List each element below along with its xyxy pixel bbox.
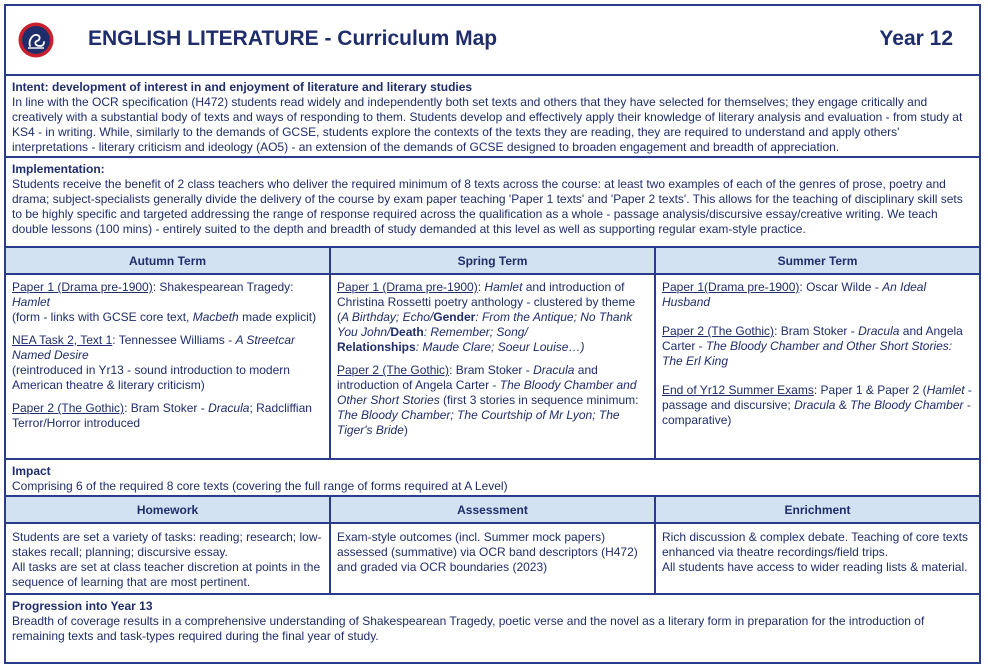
page-header — [6, 6, 979, 76]
summer-term-cell — [656, 275, 979, 458]
homework-line-1: Students are set a variety of tasks: reading; research; low-stakes recall; planning; discursive essay. — [12, 530, 322, 559]
spring-term-heading: Spring Term — [331, 248, 656, 275]
progression-section — [6, 595, 979, 654]
page-title: ENGLISH LITERATURE - Curriculum Map — [88, 27, 498, 50]
impact-heading: Impact — [12, 464, 51, 478]
summer-paper1: Paper 1(Drama pre-1900): Oscar Wilde - An Ideal Husband — [662, 280, 927, 309]
intent-heading: Intent: development of interest in and enjoyment of literature and literary studies — [12, 80, 473, 94]
year-label: Year 12 — [879, 27, 953, 50]
school-crest-icon — [18, 22, 54, 58]
spring-paper1: Paper 1 (Drama pre-1900): Hamlet and introduction of Christina Rossetti poetry anthology - clustered by theme (A Birthday; Echo/Gender: From the Antique; No Thank You John/Death: Remember; Song/ Relationships: Maude Clare; Soeur Louise…) — [337, 280, 636, 354]
autumn-term-heading: Autumn Term — [6, 248, 331, 275]
intent-body: In line with the OCR specification (H472) students read widely and independently both set texts and others that they have selected for themselves; they engage critically and creatively with a substantial body of texts and ways of responding to them. Students develop and effectively apply their knowledge of literary analysis and evaluation - from study at KS4 - in writing. While, similarly to the demands of GCSE, students explore the contexts of the texts they are reading, they are required to understand and apply others' interpretations - literary criticism and ideology (AO5) - an extension of the demands of GCSE designed to broaden engagement and breadth of appreciation. — [12, 95, 963, 154]
curriculum-map — [4, 4, 981, 664]
summer-exams: End of Yr12 Summer Exams: Paper 1 & Paper 2 (Hamlet - passage and discursive; Dracula & The Bloody Chamber - comparative) — [662, 383, 972, 427]
autumn-term-cell — [6, 275, 331, 458]
summer-term-heading: Summer Term — [656, 248, 979, 275]
autumn-nea: NEA Task 2, Text 1: Tennessee Williams - A Streetcar Named Desire (reintroduced in Yr13 - sound introduction to modern American theatre & literary criticism) — [12, 333, 296, 392]
summer-paper2: Paper 2 (The Gothic): Bram Stoker - Dracula and Angela Carter - The Bloody Chamber and Other Short Stories: The Erl King — [662, 324, 963, 368]
progression-body: Breadth of coverage results in a comprehensive understanding of Shakespearean Tragedy, poetic verse and the novel as a literary form in preparation for the introduction of remaining texts and task-types required during the final year of study. — [12, 614, 925, 643]
implementation-body: Students receive the benefit of 2 class teachers who deliver the required minimum of 8 texts across the course: at least two examples of each of the genres of prose, poetry and drama; subject-specialists generally divide the delivery of the course by exam paper teaching 'Paper 1 texts' and 'Paper 2 texts'. This allows for the teaching of disciplinary skill sets to be highly specific and targeted addressing the range of response required across the qualification as a whole - passage analysis/discursive essay/creative writing. We teach double lessons (100 mins) - entirely suited to the depth and breadth of study demanded at this level as well as supporting regular exam-style practice. — [12, 177, 963, 236]
implementation-heading: Implementation: — [12, 162, 105, 176]
homework-line-2: All tasks are set at class teacher discretion at points in the sequence of learning that are most pertinent. — [12, 560, 321, 589]
assessment-cell — [331, 524, 656, 593]
terms-table — [6, 248, 979, 460]
enrichment-cell — [656, 524, 979, 593]
implementation-section — [6, 158, 979, 248]
spring-paper2: Paper 2 (The Gothic): Bram Stoker - Dracula and introduction of Angela Carter - The Bloody Chamber and Other Short Stories (first 3 stories in sequence minimum: The Bloody Chamber; The Courtship of Mr Lyon; The Tiger's Bride) — [337, 363, 639, 437]
homework-cell — [6, 524, 331, 593]
assessment-heading: Assessment — [331, 497, 656, 524]
spring-term-cell — [331, 275, 656, 458]
intent-section — [6, 76, 979, 158]
homework-assessment-enrichment-table — [6, 497, 979, 595]
assessment-body: Exam-style outcomes (incl. Summer mock papers) assessed (summative) via OCR band descriptors (H472) and graded via OCR boundaries (2023) — [337, 530, 638, 574]
enrichment-heading: Enrichment — [656, 497, 979, 524]
enrichment-line-2: All students have access to wider reading lists & material. — [662, 560, 968, 574]
impact-section — [6, 460, 979, 497]
autumn-paper1: Paper 1 (Drama pre-1900): Shakespearean Tragedy: Hamlet (form - links with GCSE core text, Macbeth made explicit) — [12, 280, 317, 324]
impact-body: Comprising 6 of the required 8 core texts (covering the full range of forms required at A Level) — [12, 479, 508, 493]
enrichment-line-1: Rich discussion & complex debate. Teaching of core texts enhanced via theatre recordings/field trips. — [662, 530, 968, 559]
progression-heading: Progression into Year 13 — [12, 599, 153, 613]
homework-heading: Homework — [6, 497, 331, 524]
autumn-paper2: Paper 2 (The Gothic): Bram Stoker - Dracula; Radcliffian Terror/Horror introduced — [12, 401, 312, 430]
